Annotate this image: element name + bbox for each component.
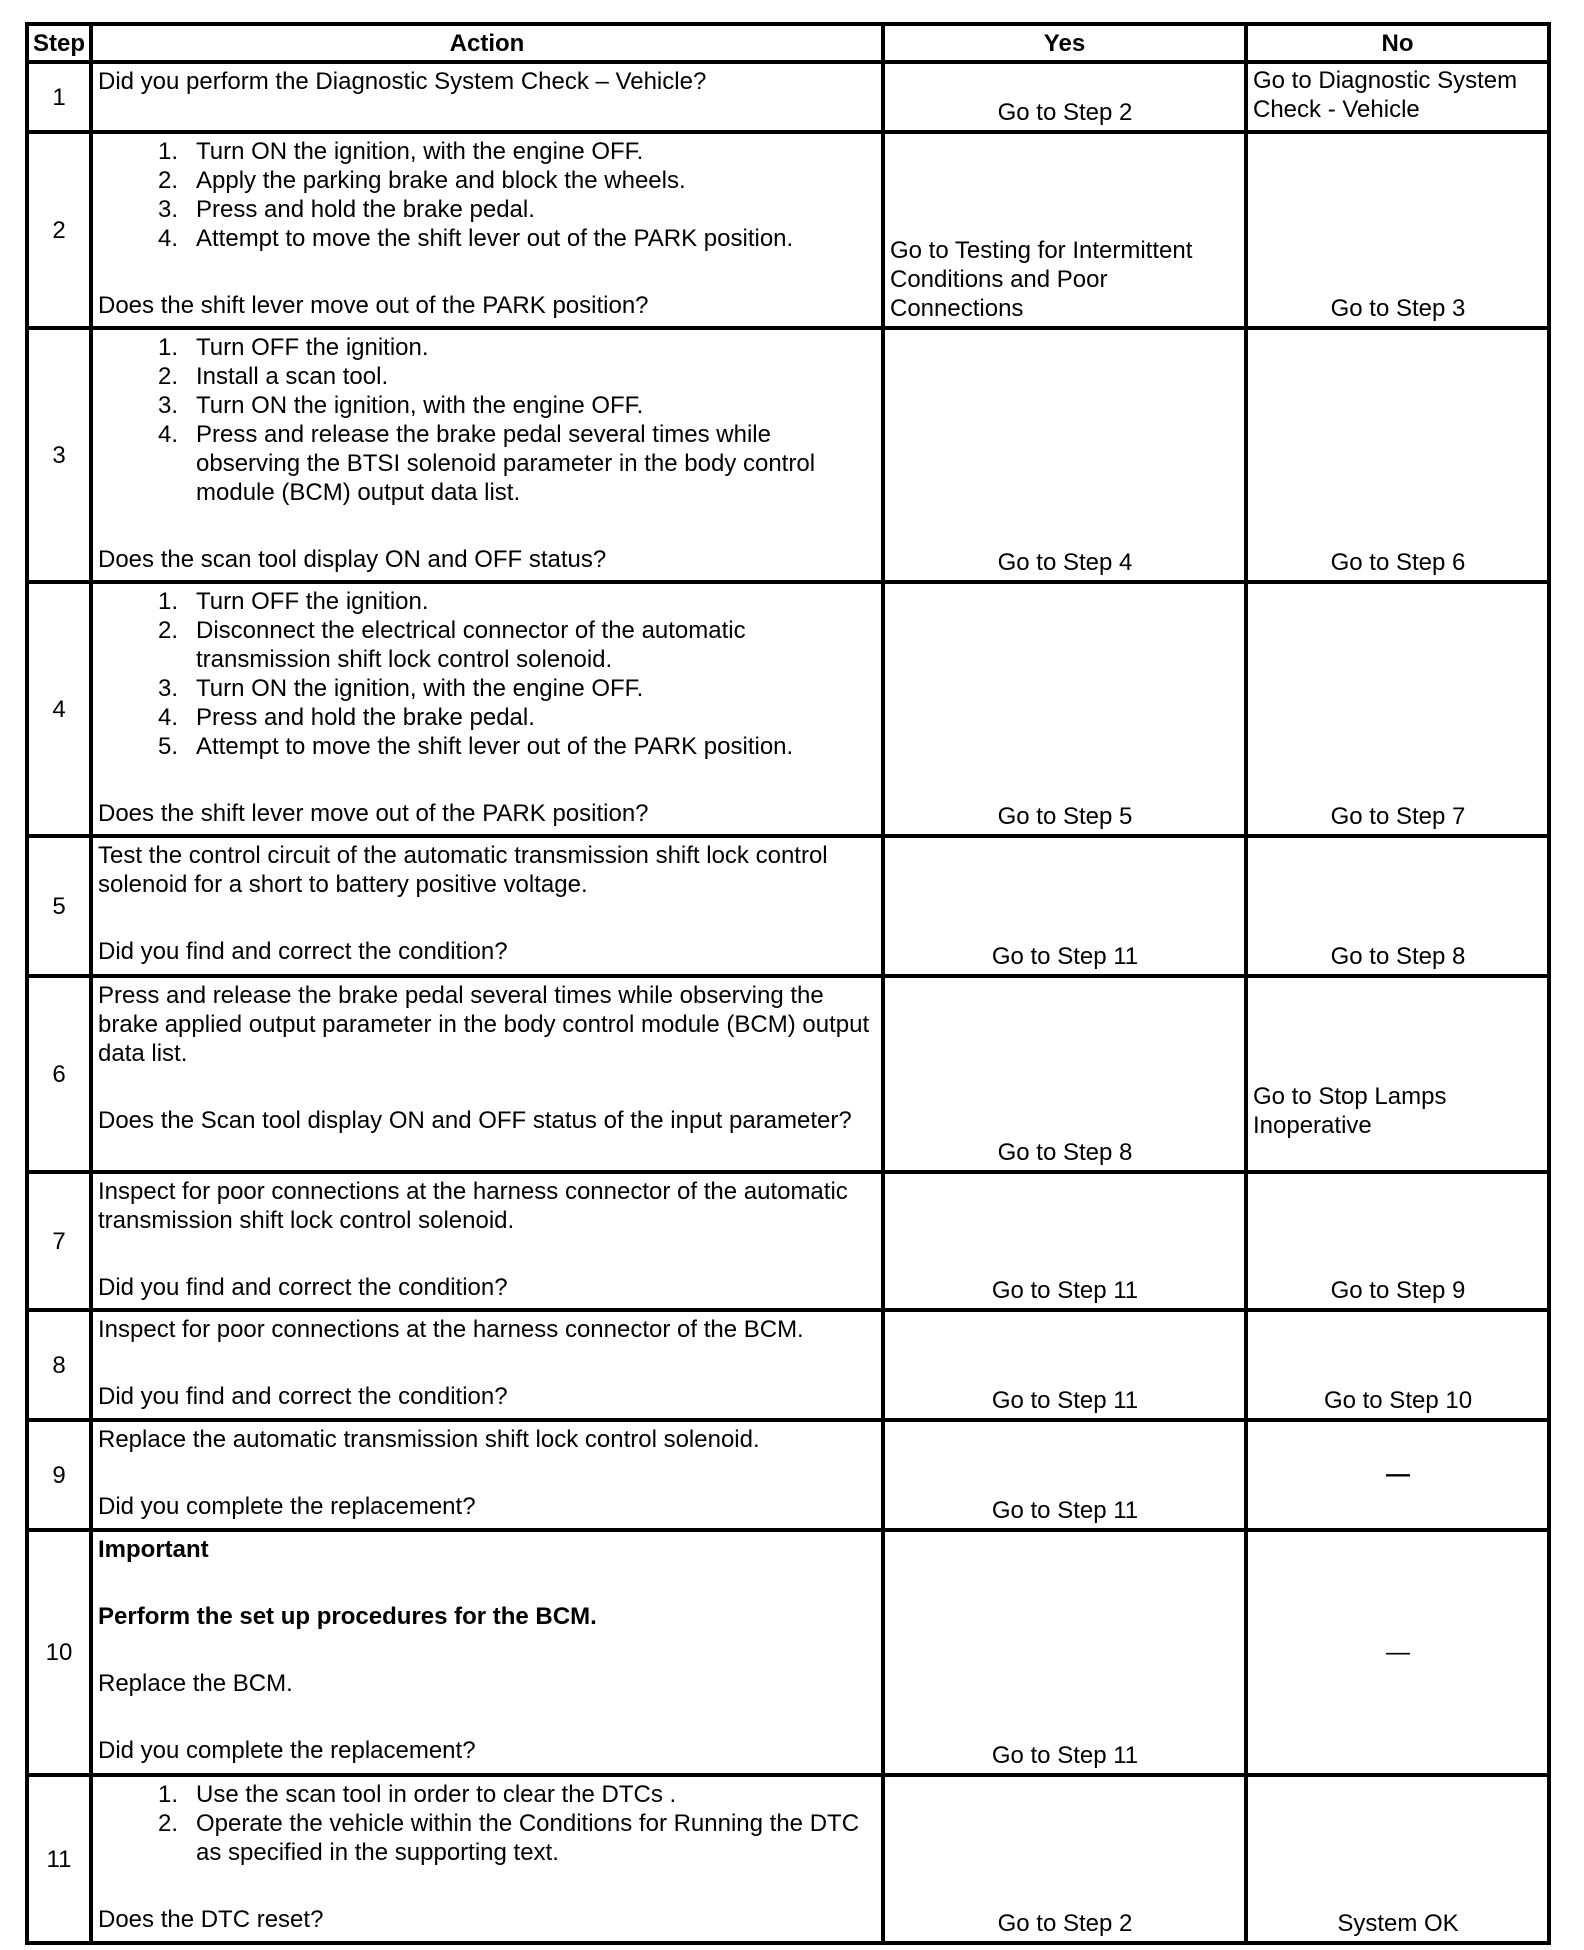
yes-cell: Go to Step 5 <box>883 582 1246 836</box>
action-cell <box>91 1310 883 1420</box>
action-cell <box>91 328 883 582</box>
yes-cell: Go to Step 11 <box>883 1530 1246 1775</box>
action-step: 3. Turn ON the ignition, with the engine OFF. <box>157 675 644 702</box>
action-step: 3. Turn ON the ignition, with the engine OFF. <box>157 392 644 419</box>
diagnostic-table <box>25 22 1551 1945</box>
step-number: 7 <box>27 1172 91 1310</box>
action-steps <box>98 137 877 253</box>
yes-cell: Go to Step 2 <box>883 62 1246 132</box>
action-steps <box>98 587 877 761</box>
table-row <box>27 132 1549 328</box>
header-no: No <box>1246 24 1549 62</box>
header-step: Step <box>27 24 91 62</box>
action-question: Did you find and correct the condition? <box>98 1383 508 1410</box>
table-row <box>27 1775 1549 1943</box>
action-steps <box>98 333 877 507</box>
step-number: 2 <box>27 132 91 328</box>
action-question: Did you find and correct the condition? <box>98 938 508 965</box>
action-text: Inspect for poor connections at the harness connector of the BCM. <box>98 1316 804 1343</box>
step-number: 4 <box>27 582 91 836</box>
table-row <box>27 62 1549 132</box>
action-question: Did you find and correct the condition? <box>98 1274 508 1301</box>
action-step: 1. Turn OFF the ignition. <box>157 588 429 615</box>
step-number: 9 <box>27 1420 91 1530</box>
important-text: Perform the set up procedures for the BCM. <box>98 1603 597 1630</box>
step-number: 5 <box>27 836 91 976</box>
step-number: 6 <box>27 976 91 1172</box>
table-row <box>27 1172 1549 1310</box>
action-question: Does the DTC reset? <box>98 1906 324 1933</box>
action-step: 4. Press and hold the brake pedal. <box>157 704 535 731</box>
yes-cell: Go to Step 11 <box>883 836 1246 976</box>
table-row <box>27 582 1549 836</box>
action-cell <box>91 1420 883 1530</box>
action-step: 1. Turn ON the ignition, with the engine OFF. <box>157 138 644 165</box>
important-title: Important <box>98 1536 209 1563</box>
step-number: 1 <box>27 62 91 132</box>
no-cell: Go to Step 6 <box>1246 328 1549 582</box>
action-question: Did you perform the Diagnostic System Check – Vehicle? <box>98 68 707 95</box>
action-text: Inspect for poor connections at the harness connector of the automatic transmission shift lock control solenoid. <box>98 1178 848 1234</box>
table-row <box>27 1310 1549 1420</box>
step-number: 3 <box>27 328 91 582</box>
action-step: 2. Install a scan tool. <box>157 363 389 390</box>
action-step: 5. Attempt to move the shift lever out of the PARK position. <box>157 733 794 760</box>
action-step: 1. Turn OFF the ignition. <box>157 334 429 361</box>
action-text: Press and release the brake pedal several times while observing the brake applied output parameter in the body control module (BCM) output data list. <box>98 982 870 1067</box>
no-cell: Go to Step 3 <box>1246 132 1549 328</box>
action-text: Replace the automatic transmission shift lock control solenoid. <box>98 1426 760 1453</box>
action-question: Does the scan tool display ON and OFF status? <box>98 546 607 573</box>
action-cell <box>91 1530 883 1775</box>
action-step: 3. Press and hold the brake pedal. <box>157 196 535 223</box>
no-cell: — <box>1246 1530 1549 1775</box>
yes-cell: Go to Step 2 <box>883 1775 1246 1943</box>
table-row <box>27 328 1549 582</box>
action-cell <box>91 836 883 976</box>
action-step: 2. Disconnect the electrical connector of the automatic transmission shift lock control solenoid. <box>157 617 746 673</box>
action-step: 1. Use the scan tool in order to clear the DTCs . <box>157 1781 677 1808</box>
action-cell <box>91 62 883 132</box>
yes-cell: Go to Step 11 <box>883 1172 1246 1310</box>
header-row <box>27 24 1549 62</box>
action-step: 2. Apply the parking brake and block the wheels. <box>157 167 686 194</box>
table-row <box>27 1530 1549 1775</box>
action-cell <box>91 132 883 328</box>
action-step: 4. Attempt to move the shift lever out of the PARK position. <box>157 225 794 252</box>
action-text: Test the control circuit of the automatic transmission shift lock control solenoid for a short to battery positive voltage. <box>98 842 828 898</box>
no-cell: Go to Diagnostic System Check - Vehicle <box>1246 62 1549 132</box>
header-action: Action <box>91 24 883 62</box>
no-cell: Go to Step 8 <box>1246 836 1549 976</box>
step-number: 8 <box>27 1310 91 1420</box>
action-text: Replace the BCM. <box>98 1670 293 1697</box>
no-cell: Go to Stop Lamps Inoperative <box>1246 976 1549 1172</box>
action-cell <box>91 582 883 836</box>
action-cell <box>91 976 883 1172</box>
action-step: 4. Press and release the brake pedal several times while observing the BTSI solenoid parameter in the body control module (BCM) output data list. <box>157 421 816 506</box>
no-cell: Go to Step 9 <box>1246 1172 1549 1310</box>
no-cell: Go to Step 10 <box>1246 1310 1549 1420</box>
table-row <box>27 1420 1549 1530</box>
yes-cell: Go to Step 8 <box>883 976 1246 1172</box>
action-question: Does the shift lever move out of the PARK position? <box>98 292 649 319</box>
table-row <box>27 836 1549 976</box>
yes-cell: Go to Step 11 <box>883 1310 1246 1420</box>
yes-cell: Go to Testing for Intermittent Conditions and Poor Connections <box>883 132 1246 328</box>
action-cell <box>91 1775 883 1943</box>
action-cell <box>91 1172 883 1310</box>
table-row <box>27 976 1549 1172</box>
action-steps <box>98 1780 877 1867</box>
action-step: 2. Operate the vehicle within the Conditions for Running the DTC as specified in the supporting text. <box>157 1810 860 1866</box>
no-cell: System OK <box>1246 1775 1549 1943</box>
yes-cell: Go to Step 11 <box>883 1420 1246 1530</box>
action-question: Did you complete the replacement? <box>98 1737 476 1764</box>
action-question: Did you complete the replacement? <box>98 1493 476 1520</box>
step-number: 11 <box>27 1775 91 1943</box>
no-cell: Go to Step 7 <box>1246 582 1549 836</box>
step-number: 10 <box>27 1530 91 1775</box>
action-question: Does the shift lever move out of the PARK position? <box>98 800 649 827</box>
no-cell: — <box>1246 1420 1549 1530</box>
action-question: Does the Scan tool display ON and OFF status of the input parameter? <box>98 1107 852 1134</box>
yes-cell: Go to Step 4 <box>883 328 1246 582</box>
header-yes: Yes <box>883 24 1246 62</box>
